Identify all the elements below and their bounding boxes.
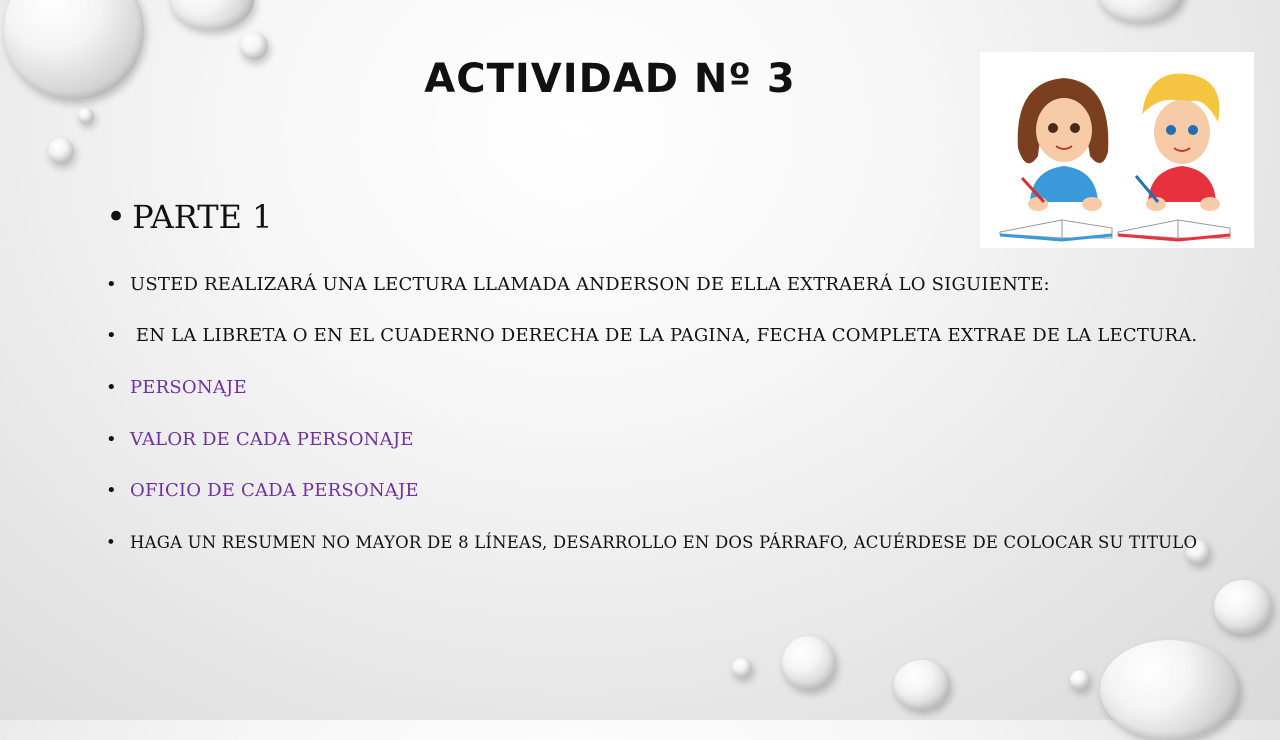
bullet-text: USTED REALIZARÁ UNA LECTURA LLAMADA ANDERSON DE ELLA EXTRAERÁ LO SIGUIENTE: bbox=[130, 274, 1050, 295]
section-heading bbox=[106, 197, 273, 237]
bullet-text: OFICIO DE CADA PERSONAJE bbox=[130, 480, 419, 501]
bullet-item bbox=[106, 429, 414, 450]
section-heading-text: PARTE 1 bbox=[132, 198, 273, 236]
bullet-item bbox=[106, 274, 1050, 295]
water-drop bbox=[1214, 580, 1272, 634]
bullet-text: EN LA LIBRETA O EN EL CUADERNO DERECHA DE LA PAGINA, FECHA COMPLETA EXTRAE DE LA LECTURA. bbox=[130, 325, 1198, 346]
water-drop bbox=[78, 108, 94, 124]
slide-title: ACTIVIDAD Nº 3 bbox=[424, 56, 796, 102]
bullet-dot: • bbox=[106, 377, 117, 398]
water-drop bbox=[894, 660, 950, 710]
water-drop bbox=[782, 636, 836, 690]
water-drop bbox=[1070, 670, 1090, 690]
bullet-item bbox=[106, 533, 1197, 552]
water-drop bbox=[1098, 0, 1184, 22]
water-drop bbox=[240, 32, 268, 60]
water-drop bbox=[48, 138, 74, 164]
bullet-item bbox=[106, 325, 1197, 346]
water-drop bbox=[170, 0, 254, 30]
bullet-dot: • bbox=[106, 197, 127, 237]
water-drop bbox=[732, 658, 752, 678]
children-reading-illustration bbox=[980, 52, 1254, 248]
bullet-dot: • bbox=[106, 429, 117, 450]
bullet-text: VALOR DE CADA PERSONAJE bbox=[130, 429, 414, 450]
bullet-dot: • bbox=[106, 480, 117, 501]
water-drop bbox=[1100, 640, 1240, 740]
bullet-text: PERSONAJE bbox=[130, 377, 247, 398]
bullet-dot: • bbox=[106, 533, 116, 552]
bullet-dot: • bbox=[106, 325, 117, 346]
bullet-item bbox=[106, 377, 247, 398]
bullet-dot: • bbox=[106, 274, 117, 295]
bullet-item bbox=[106, 480, 419, 501]
bullet-text: HAGA UN RESUMEN NO MAYOR DE 8 LÍNEAS, DESARROLLO EN DOS PÁRRAFO, ACUÉRDESE DE COLOCAR SU TITULO bbox=[130, 533, 1198, 552]
water-drop bbox=[4, 0, 144, 100]
